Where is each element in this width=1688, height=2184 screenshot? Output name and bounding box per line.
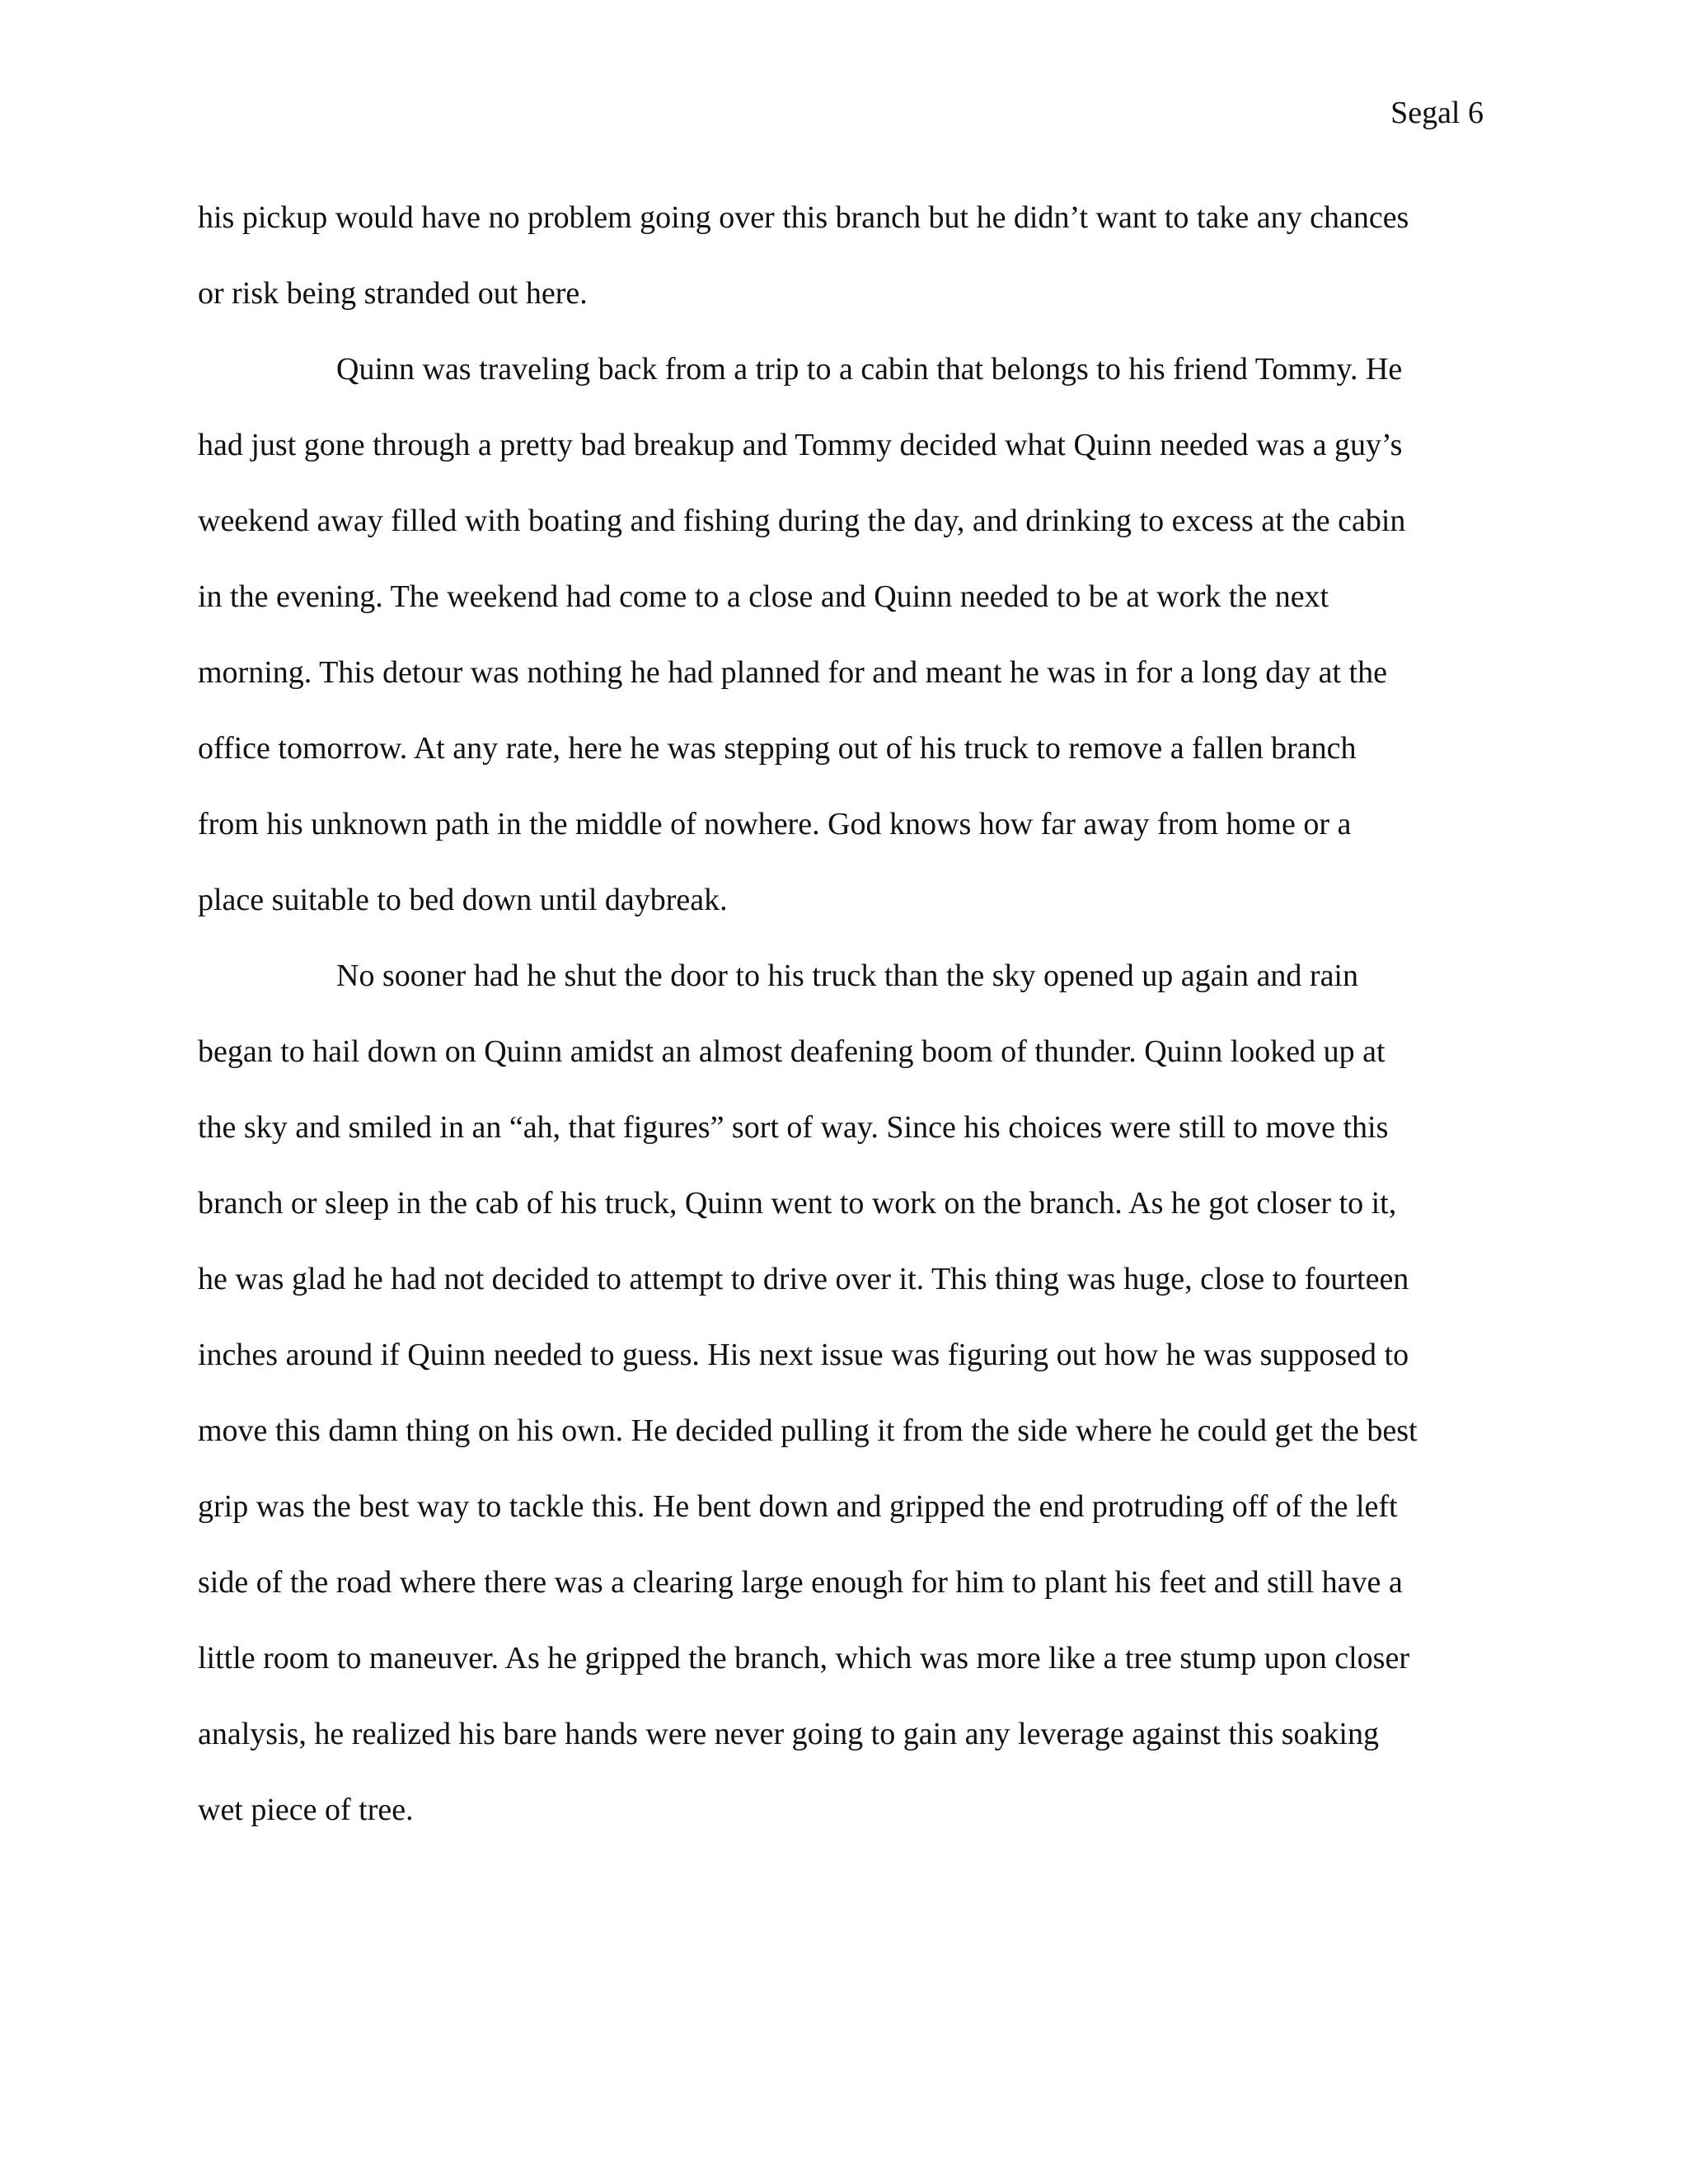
text-line: the sky and smiled in an “ah, that figures” sort of way. Since his choices were still to move this xyxy=(198,1110,1389,1145)
text-line: his pickup would have no problem going over this branch but he didn’t want to take any chances xyxy=(198,200,1409,235)
text-line-paragraph-start: No sooner had he shut the door to his truck than the sky opened up again and rain xyxy=(336,958,1358,993)
text-line: grip was the best way to tackle this. He bent down and gripped the end protruding off of the left xyxy=(198,1489,1398,1524)
text-line: from his unknown path in the middle of nowhere. God knows how far away from home or a xyxy=(198,807,1352,841)
text-line-paragraph-start: Quinn was traveling back from a trip to a cabin that belongs to his friend Tommy. He xyxy=(336,352,1403,387)
text-line: he was glad he had not decided to attempt to drive over it. This thing was huge, close to fourteen xyxy=(198,1262,1409,1296)
text-line: began to hail down on Quinn amidst an almost deafening boom of thunder. Quinn looked up at xyxy=(198,1034,1386,1069)
text-line: branch or sleep in the cab of his truck, Quinn went to work on the branch. As he got closer to it, xyxy=(198,1186,1397,1221)
text-line: analysis, he realized his bare hands were never going to gain any leverage against this soaking xyxy=(198,1717,1379,1751)
text-line: in the evening. The weekend had come to a close and Quinn needed to be at work the next xyxy=(198,579,1329,614)
text-line: little room to maneuver. As he gripped the branch, which was more like a tree stump upon closer xyxy=(198,1641,1409,1675)
text-line: morning. This detour was nothing he had planned for and meant he was in for a long day at the xyxy=(198,655,1387,690)
text-line: weekend away filled with boating and fishing during the day, and drinking to excess at the cabin xyxy=(198,504,1406,538)
running-head: Segal 6 xyxy=(1390,96,1484,130)
text-line: or risk being stranded out here. xyxy=(198,276,588,311)
text-line: office tomorrow. At any rate, here he was stepping out of his truck to remove a fallen branch xyxy=(198,731,1357,766)
text-line: place suitable to bed down until daybreak. xyxy=(198,883,728,917)
text-line: had just gone through a pretty bad breakup and Tommy decided what Quinn needed was a guy’s xyxy=(198,428,1403,462)
text-line: wet piece of tree. xyxy=(198,1793,414,1827)
text-line: move this damn thing on his own. He decided pulling it from the side where he could get the best xyxy=(198,1413,1418,1448)
text-line: inches around if Quinn needed to guess. His next issue was figuring out how he was supposed to xyxy=(198,1338,1409,1372)
text-line: side of the road where there was a clearing large enough for him to plant his feet and still have a xyxy=(198,1565,1403,1600)
